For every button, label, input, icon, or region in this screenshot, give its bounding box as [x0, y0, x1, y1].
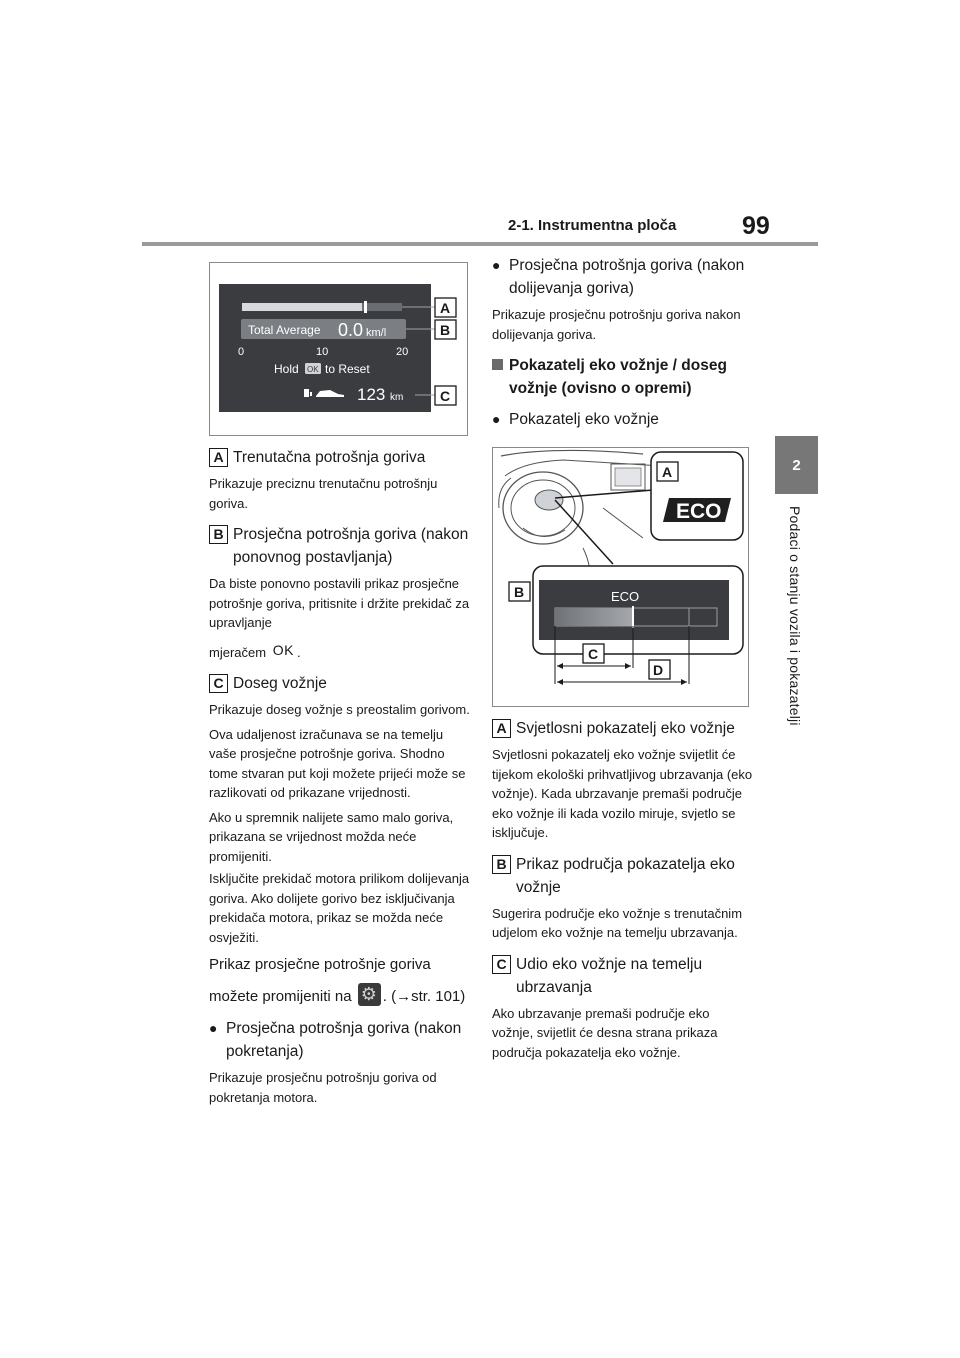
bullet-after-start-title: Prosječna potrošnja goriva (nakon pokretanja) — [226, 1020, 462, 1060]
item-a-body: Prikazuje preciznu trenutačnu potrošnju goriva. — [209, 476, 438, 511]
chapter-title: Podaci o stanju vozila i pokazatelji — [787, 506, 803, 726]
eco-indicator-illustration — [493, 448, 748, 706]
fuel-display-illustration — [210, 263, 467, 435]
scale-tick-10: 10 — [316, 346, 329, 358]
eco-item-c-letter: C — [492, 955, 511, 974]
eco-badge-text: ECO — [676, 500, 722, 523]
bullet-after-refuel-title: Prosječna potrošnja goriva (nakon dolijevanja goriva) — [509, 257, 745, 297]
total-average-value: 0.0 — [338, 320, 364, 340]
bullet-after-refuel — [492, 254, 754, 300]
bullet-after-refuel-body: Prikazuje prosječnu potrošnju goriva nakon dolijevanja goriva. — [492, 307, 741, 342]
range-unit: km — [390, 392, 404, 403]
right-column — [492, 254, 754, 1062]
average-note-pre: možete promijeniti na — [209, 988, 352, 1005]
bullet-after-start-body: Prikazuje prosječnu potrošnju goriva od pokretanja motora. — [209, 1070, 437, 1105]
page-number: 99 — [742, 212, 770, 240]
item-a-letter: A — [209, 448, 228, 467]
eco-item-b-title: Prikaz područja pokazatelja eko vožnje — [516, 855, 735, 896]
bullet-eco-indicator — [492, 408, 754, 431]
eco-item-b-heading — [492, 853, 754, 899]
leader-b — [555, 500, 613, 564]
item-c-title: Doseg vožnje — [233, 675, 327, 692]
section-title: 2-1. Instrumentna ploča — [508, 217, 677, 234]
item-b-body-cont-text: mjeračem — [209, 644, 267, 660]
leader-a — [555, 490, 653, 498]
section-square-icon — [492, 354, 509, 400]
item-c-body-3: Ako u spremnik nalijete samo malo goriva, prikazana se vrijednost možda neće promijeniti. — [209, 809, 454, 864]
eco-bar-fill — [555, 608, 632, 626]
eco-item-c-heading — [492, 953, 754, 999]
item-b-letter: B — [209, 525, 228, 544]
total-average-label: Total Average — [248, 323, 321, 337]
item-c-body: Prikazuje doseg vožnje s preostalim gorivom. — [209, 702, 470, 717]
dash-outline-top — [501, 450, 643, 456]
hold-text: Hold — [274, 362, 299, 376]
eco-item-b-body: Sugerira područje eko vožnje s trenutačnim udjelom eko vožnje na temelju ubrzavanja. — [492, 905, 743, 940]
bullet-dot: ● — [209, 1020, 218, 1036]
reset-text: to Reset — [325, 362, 370, 376]
item-c-body-4: Isključite prekidač motora prilikom dolijevanja goriva. Ako dolijete gorivo bez isključivanja prekidača motora, prikaz se možda neće osvježiti. — [209, 871, 470, 945]
item-b-title: Prosječna potrošnja goriva (nakon ponovnog postavljanja) — [233, 526, 469, 566]
range-value: 123 — [357, 385, 386, 404]
gear-icon — [358, 983, 381, 1006]
instant-bar-marker — [364, 301, 367, 313]
eco-bar-marker — [632, 606, 634, 628]
left-column — [209, 262, 471, 1107]
eco-item-a-letter: A — [492, 719, 511, 738]
bullet-after-start — [209, 1017, 471, 1063]
instant-bar-fill — [242, 303, 362, 311]
callout-b-letter: B — [440, 322, 451, 338]
total-average-unit: km/l — [366, 327, 387, 339]
callout-d-letter: D — [653, 662, 664, 678]
scale-tick-20: 20 — [396, 346, 409, 358]
average-note-post: . (→str. 101) — [382, 988, 466, 1005]
ok-icon-label: OK — [307, 365, 319, 374]
callout-a-letter: A — [662, 464, 673, 480]
item-b-body-cont — [209, 641, 471, 663]
chapter-tab — [775, 436, 818, 494]
eco-item-b-letter: B — [492, 855, 511, 874]
item-a-heading — [209, 446, 471, 469]
bullet-dot: ● — [492, 411, 501, 427]
callout-c-letter: C — [588, 646, 599, 662]
ok-switch-glyph: OK — [272, 641, 294, 658]
chapter-number: 2 — [792, 456, 801, 474]
fuel-display-figure — [209, 262, 468, 436]
average-note-line1: Prikaz prosječne potrošnje goriva — [209, 956, 431, 973]
item-b-body-end: . — [296, 644, 301, 660]
item-c-letter: C — [209, 674, 228, 693]
callout-c-letter: C — [440, 388, 451, 404]
eco-item-a-title: Svjetlosni pokazatelj eko vožnje — [516, 720, 735, 737]
eco-section-heading — [492, 354, 754, 400]
eco-bar-label: ECO — [611, 589, 640, 604]
bullet-dot: ● — [492, 257, 501, 273]
average-note-line2 — [209, 983, 471, 1009]
meter-cluster — [535, 490, 563, 510]
eco-section-title: Pokazatelj eko vožnje / doseg vožnje (ovisno o opremi) — [509, 357, 727, 397]
item-b-heading — [209, 523, 471, 569]
eco-item-a-heading — [492, 717, 754, 740]
callout-a-letter: A — [440, 300, 451, 316]
eco-item-a-body: Svjetlosni pokazatelj eko vožnje svijetlit će tijekom ekološki prihvatljivog ubrzavanja (eko vožnje). Kada ubrzavanje premaši područje eko vožnje ili kada vozilo miruje, svjetlo se isključuje. — [492, 747, 753, 840]
item-c-body-2: Ova udaljenost izračunava se na temelju vaše prosječne potrošnje goriva. Shodno tome stvaran put koji možete prijeći može se razlikovati od prikazane vrijednosti. — [209, 726, 466, 800]
bullet-eco-indicator-title: Pokazatelj eko vožnje — [509, 411, 659, 428]
eco-item-c-body: Ako ubrzavanje premaši područje eko vožnje, svijetlit će desna strana prikaza područja pokazatelja eko vožnje. — [492, 1005, 718, 1060]
header-rule — [142, 242, 818, 246]
scale-tick-0: 0 — [238, 346, 245, 358]
item-a-title: Trenutačna potrošnja goriva — [233, 449, 426, 466]
eco-indicator-figure — [492, 447, 749, 707]
item-c-heading — [209, 672, 471, 695]
callout-b-letter: B — [514, 584, 525, 600]
eco-item-c-title: Udio eko vožnje na temelju ubrzavanja — [516, 955, 703, 996]
item-b-body: Da biste ponovno postavili prikaz prosječne potrošnje goriva, pritisnite i držite prekidač za upravljanje — [209, 576, 470, 630]
